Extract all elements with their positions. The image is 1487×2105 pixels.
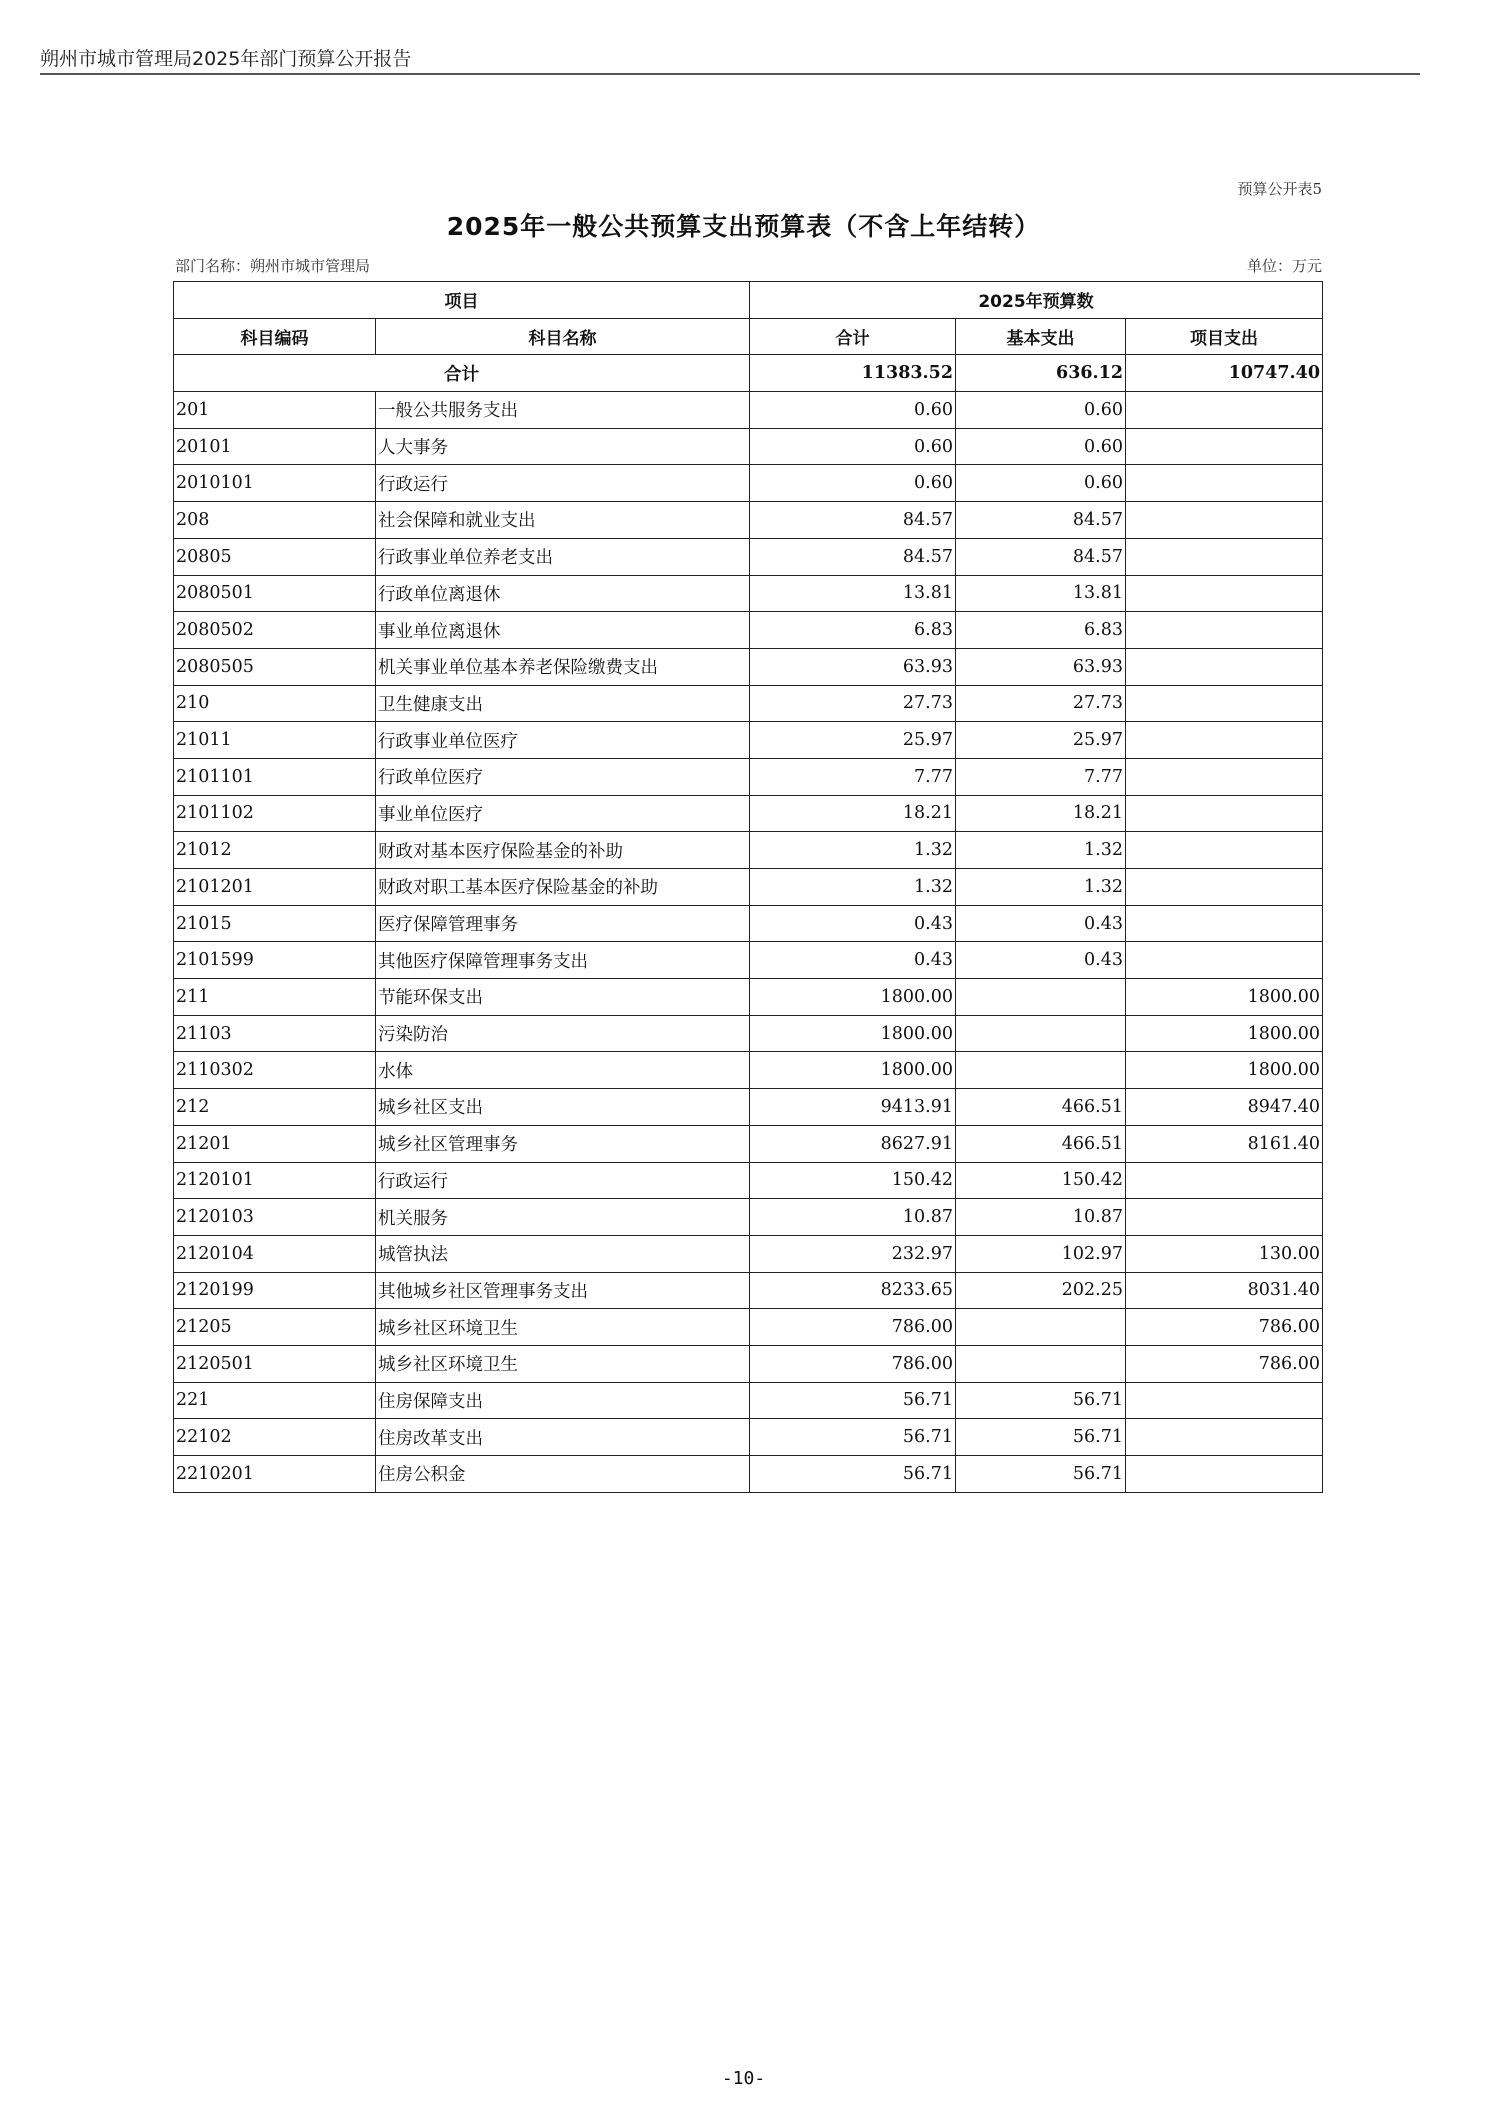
- table-row: [174, 1162, 1323, 1199]
- basic-cell: 0.60: [956, 465, 1126, 502]
- code-cell: 2101102: [174, 795, 376, 832]
- table-row: [174, 758, 1323, 795]
- code-cell: 2120101: [174, 1162, 376, 1199]
- total-cell: 0.60: [750, 465, 956, 502]
- column-group-budget: 2025年预算数: [750, 282, 1323, 319]
- name-cell: 其他城乡社区管理事务支出: [376, 1272, 750, 1309]
- total-cell: 56.71: [750, 1419, 956, 1456]
- column-header-project: 项目支出: [1126, 318, 1323, 355]
- code-cell: 208: [174, 502, 376, 539]
- total-cell: 25.97: [750, 722, 956, 759]
- code-cell: 2120501: [174, 1345, 376, 1382]
- column-header-name: 科目名称: [376, 318, 750, 355]
- project-cell: [1126, 1162, 1323, 1199]
- project-cell: 1800.00: [1126, 1052, 1323, 1089]
- basic-cell: 0.43: [956, 905, 1126, 942]
- table-id-label: 预算公开表5: [1237, 180, 1322, 198]
- name-cell: 卫生健康支出: [376, 685, 750, 722]
- project-cell: [1126, 428, 1323, 465]
- code-cell: 221: [174, 1382, 376, 1419]
- basic-cell: 56.71: [956, 1456, 1126, 1493]
- name-cell: 行政单位离退休: [376, 575, 750, 612]
- code-cell: 2120103: [174, 1199, 376, 1236]
- table-row: [174, 428, 1323, 465]
- total-cell: 0.43: [750, 942, 956, 979]
- total-cell: 27.73: [750, 685, 956, 722]
- project-cell: [1126, 1456, 1323, 1493]
- table-row: [174, 538, 1323, 575]
- code-cell: 2101599: [174, 942, 376, 979]
- code-cell: 2080502: [174, 612, 376, 649]
- project-cell: 1800.00: [1126, 979, 1323, 1016]
- table-row: [174, 722, 1323, 759]
- column-group-item: 项目: [174, 282, 750, 319]
- basic-cell: 25.97: [956, 722, 1126, 759]
- basic-cell: [956, 1309, 1126, 1346]
- basic-cell: [956, 1345, 1126, 1382]
- basic-cell: [956, 1052, 1126, 1089]
- total-cell: 56.71: [750, 1456, 956, 1493]
- table-row: [174, 869, 1323, 906]
- name-cell: 住房公积金: [376, 1456, 750, 1493]
- total-cell: 56.71: [750, 1382, 956, 1419]
- name-cell: 城管执法: [376, 1235, 750, 1272]
- code-cell: 2120104: [174, 1235, 376, 1272]
- name-cell: 其他医疗保障管理事务支出: [376, 942, 750, 979]
- total-cell: 232.97: [750, 1235, 956, 1272]
- basic-cell: 0.60: [956, 428, 1126, 465]
- project-cell: [1126, 1419, 1323, 1456]
- code-cell: 2210201: [174, 1456, 376, 1493]
- basic-cell: 202.25: [956, 1272, 1126, 1309]
- name-cell: 财政对职工基本医疗保险基金的补助: [376, 869, 750, 906]
- total-cell: 0.60: [750, 392, 956, 429]
- name-cell: 行政单位医疗: [376, 758, 750, 795]
- name-cell: 社会保障和就业支出: [376, 502, 750, 539]
- header-divider: [40, 73, 1420, 75]
- table-row: [174, 942, 1323, 979]
- table-row: [174, 1235, 1323, 1272]
- code-cell: 212: [174, 1089, 376, 1126]
- basic-cell: [956, 1015, 1126, 1052]
- project-cell: [1126, 1199, 1323, 1236]
- code-cell: 21015: [174, 905, 376, 942]
- code-cell: 201: [174, 392, 376, 429]
- project-cell: [1126, 905, 1323, 942]
- basic-cell: 18.21: [956, 795, 1126, 832]
- total-cell: 18.21: [750, 795, 956, 832]
- table-row: [174, 1419, 1323, 1456]
- project-cell: [1126, 575, 1323, 612]
- header-column-row: [174, 318, 1323, 355]
- project-cell: [1126, 942, 1323, 979]
- code-cell: 21201: [174, 1125, 376, 1162]
- total-project-cell: 10747.40: [1126, 355, 1323, 392]
- total-cell: 1.32: [750, 869, 956, 906]
- basic-cell: 10.87: [956, 1199, 1126, 1236]
- name-cell: 污染防治: [376, 1015, 750, 1052]
- name-cell: 节能环保支出: [376, 979, 750, 1016]
- table-row: [174, 795, 1323, 832]
- name-cell: 水体: [376, 1052, 750, 1089]
- name-cell: 行政运行: [376, 1162, 750, 1199]
- column-header-basic: 基本支出: [956, 318, 1126, 355]
- total-cell: 1800.00: [750, 1052, 956, 1089]
- project-cell: [1126, 465, 1323, 502]
- name-cell: 行政事业单位养老支出: [376, 538, 750, 575]
- report-header-title: 朔州市城市管理局2025年部门预算公开报告: [40, 48, 412, 70]
- project-cell: [1126, 502, 1323, 539]
- code-cell: 2110302: [174, 1052, 376, 1089]
- table-row: [174, 1272, 1323, 1309]
- total-basic-cell: 636.12: [956, 355, 1126, 392]
- basic-cell: 27.73: [956, 685, 1126, 722]
- name-cell: 行政事业单位医疗: [376, 722, 750, 759]
- basic-cell: 7.77: [956, 758, 1126, 795]
- table-row: [174, 905, 1323, 942]
- table-row: [174, 502, 1323, 539]
- total-cell: 786.00: [750, 1345, 956, 1382]
- budget-table: [173, 281, 1323, 1493]
- basic-cell: 0.43: [956, 942, 1126, 979]
- total-cell: 786.00: [750, 1309, 956, 1346]
- basic-cell: 1.32: [956, 869, 1126, 906]
- project-cell: 130.00: [1126, 1235, 1323, 1272]
- table-row: [174, 392, 1323, 429]
- table-row: [174, 465, 1323, 502]
- basic-cell: 102.97: [956, 1235, 1126, 1272]
- basic-cell: 1.32: [956, 832, 1126, 869]
- total-cell: 0.60: [750, 428, 956, 465]
- project-cell: [1126, 722, 1323, 759]
- total-cell: 10.87: [750, 1199, 956, 1236]
- unit-label: 单位：万元: [1246, 257, 1322, 275]
- code-cell: 210: [174, 685, 376, 722]
- table-row: [174, 979, 1323, 1016]
- name-cell: 人大事务: [376, 428, 750, 465]
- project-cell: 8031.40: [1126, 1272, 1323, 1309]
- basic-cell: 0.60: [956, 392, 1126, 429]
- total-sum-cell: 11383.52: [750, 355, 956, 392]
- total-cell: 84.57: [750, 502, 956, 539]
- project-cell: [1126, 392, 1323, 429]
- project-cell: 8161.40: [1126, 1125, 1323, 1162]
- basic-cell: 466.51: [956, 1089, 1126, 1126]
- total-cell: 8627.91: [750, 1125, 956, 1162]
- header-group-row: [174, 282, 1323, 319]
- table-row: [174, 1125, 1323, 1162]
- total-cell: 63.93: [750, 648, 956, 685]
- project-cell: 1800.00: [1126, 1015, 1323, 1052]
- department-label: 部门名称：朔州市城市管理局: [175, 257, 371, 275]
- name-cell: 行政运行: [376, 465, 750, 502]
- project-cell: [1126, 832, 1323, 869]
- project-cell: [1126, 612, 1323, 649]
- table-row: [174, 1015, 1323, 1052]
- total-cell: 84.57: [750, 538, 956, 575]
- total-cell: 1.32: [750, 832, 956, 869]
- name-cell: 财政对基本医疗保险基金的补助: [376, 832, 750, 869]
- name-cell: 机关服务: [376, 1199, 750, 1236]
- basic-cell: [956, 979, 1126, 1016]
- basic-cell: 56.71: [956, 1419, 1126, 1456]
- total-label: 合计: [174, 355, 750, 392]
- total-cell: 7.77: [750, 758, 956, 795]
- code-cell: 20805: [174, 538, 376, 575]
- table-row: [174, 685, 1323, 722]
- column-header-total: 合计: [750, 318, 956, 355]
- name-cell: 城乡社区环境卫生: [376, 1309, 750, 1346]
- code-cell: 2120199: [174, 1272, 376, 1309]
- table-row: [174, 648, 1323, 685]
- table-row: [174, 1199, 1323, 1236]
- name-cell: 医疗保障管理事务: [376, 905, 750, 942]
- table-row: [174, 1382, 1323, 1419]
- code-cell: 2101201: [174, 869, 376, 906]
- code-cell: 22102: [174, 1419, 376, 1456]
- name-cell: 住房改革支出: [376, 1419, 750, 1456]
- total-cell: 13.81: [750, 575, 956, 612]
- name-cell: 事业单位离退休: [376, 612, 750, 649]
- project-cell: [1126, 1382, 1323, 1419]
- table-row: [174, 1456, 1323, 1493]
- project-cell: [1126, 869, 1323, 906]
- table-row: [174, 1309, 1323, 1346]
- page-number: -10-: [721, 2068, 766, 2089]
- code-cell: 2010101: [174, 465, 376, 502]
- code-cell: 2101101: [174, 758, 376, 795]
- table-row: [174, 575, 1323, 612]
- basic-cell: 84.57: [956, 538, 1126, 575]
- code-cell: 20101: [174, 428, 376, 465]
- code-cell: 2080505: [174, 648, 376, 685]
- code-cell: 211: [174, 979, 376, 1016]
- basic-cell: 150.42: [956, 1162, 1126, 1199]
- basic-cell: 13.81: [956, 575, 1126, 612]
- code-cell: 21012: [174, 832, 376, 869]
- column-header-code: 科目编码: [174, 318, 376, 355]
- table-row: [174, 1089, 1323, 1126]
- basic-cell: 56.71: [956, 1382, 1126, 1419]
- table-row: [174, 1345, 1323, 1382]
- basic-cell: 6.83: [956, 612, 1126, 649]
- total-cell: 150.42: [750, 1162, 956, 1199]
- basic-cell: 63.93: [956, 648, 1126, 685]
- table-row: [174, 1052, 1323, 1089]
- project-cell: 786.00: [1126, 1345, 1323, 1382]
- total-cell: 1800.00: [750, 1015, 956, 1052]
- project-cell: [1126, 795, 1323, 832]
- project-cell: [1126, 758, 1323, 795]
- code-cell: 2080501: [174, 575, 376, 612]
- project-cell: [1126, 538, 1323, 575]
- project-cell: [1126, 648, 1323, 685]
- name-cell: 城乡社区管理事务: [376, 1125, 750, 1162]
- code-cell: 21011: [174, 722, 376, 759]
- name-cell: 机关事业单位基本养老保险缴费支出: [376, 648, 750, 685]
- name-cell: 城乡社区环境卫生: [376, 1345, 750, 1382]
- project-cell: 8947.40: [1126, 1089, 1323, 1126]
- name-cell: 住房保障支出: [376, 1382, 750, 1419]
- table-row: [174, 612, 1323, 649]
- total-cell: 9413.91: [750, 1089, 956, 1126]
- table-row: [174, 832, 1323, 869]
- basic-cell: 466.51: [956, 1125, 1126, 1162]
- project-cell: 786.00: [1126, 1309, 1323, 1346]
- project-cell: [1126, 685, 1323, 722]
- name-cell: 一般公共服务支出: [376, 392, 750, 429]
- total-cell: 6.83: [750, 612, 956, 649]
- basic-cell: 84.57: [956, 502, 1126, 539]
- total-row: [174, 355, 1323, 392]
- total-cell: 8233.65: [750, 1272, 956, 1309]
- code-cell: 21103: [174, 1015, 376, 1052]
- name-cell: 城乡社区支出: [376, 1089, 750, 1126]
- code-cell: 21205: [174, 1309, 376, 1346]
- total-cell: 0.43: [750, 905, 956, 942]
- total-cell: 1800.00: [750, 979, 956, 1016]
- name-cell: 事业单位医疗: [376, 795, 750, 832]
- page-title: 2025年一般公共预算支出预算表（不含上年结转）: [446, 212, 1041, 241]
